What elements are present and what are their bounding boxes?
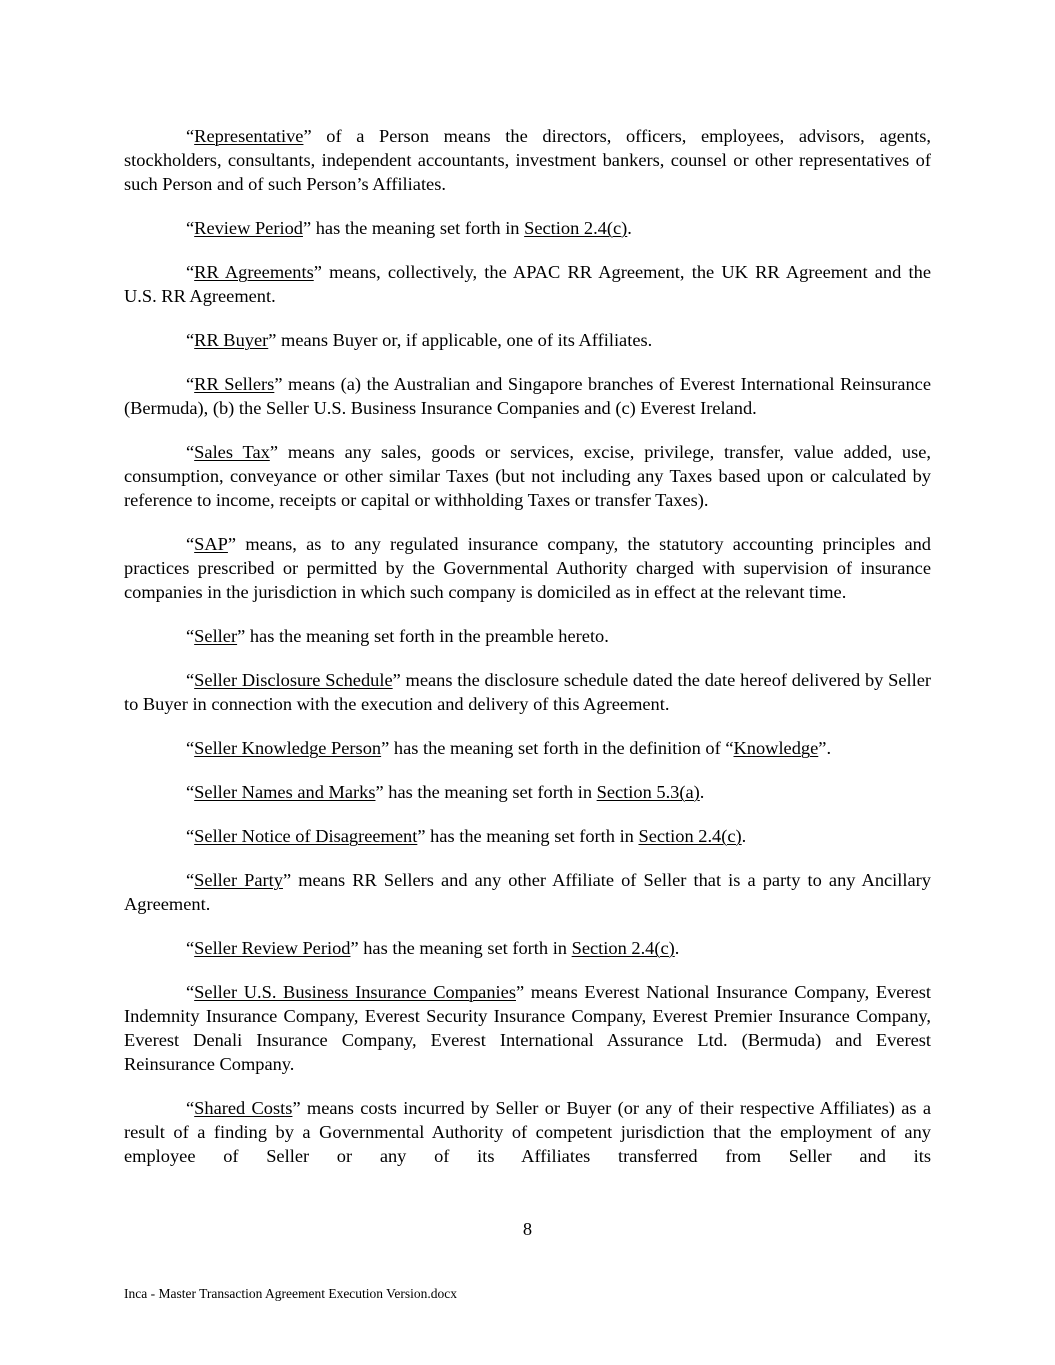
definition-paragraph bbox=[124, 124, 931, 196]
definition-paragraph bbox=[124, 936, 931, 960]
defined-term: Seller Disclosure Schedule bbox=[194, 670, 393, 690]
definition-end: . bbox=[699, 782, 705, 802]
definition-end: . bbox=[627, 218, 632, 238]
definitions-body bbox=[124, 124, 931, 1188]
definition-paragraph bbox=[124, 824, 931, 848]
definition-end: ”. bbox=[818, 738, 832, 758]
definition-text: ” means RR Sellers and any other Affiliate of Seller that is a party to any Ancillary Agreement. bbox=[124, 870, 931, 914]
defined-term: Seller bbox=[194, 626, 238, 646]
document-footer: Inca - Master Transaction Agreement Execution Version.docx bbox=[124, 1286, 458, 1301]
definition-paragraph bbox=[124, 532, 931, 604]
defined-term: Sales Tax bbox=[194, 442, 270, 462]
defined-term: RR Buyer bbox=[194, 330, 269, 350]
definition-paragraph bbox=[124, 668, 931, 716]
definition-text: ” means Everest National Insurance Company, Everest Indemnity Insurance Company, Everest Security Insurance Company, Everest Premier Insurance Company, Everest Denali Insurance Company, Everest International Assurance Ltd. (Bermuda) and Everest Reinsurance Company. bbox=[124, 982, 931, 1074]
section-reference: Section 2.4(c) bbox=[638, 826, 742, 846]
section-reference: Section 2.4(c) bbox=[524, 218, 628, 238]
open-quote: “ bbox=[186, 262, 195, 282]
defined-term: Seller Party bbox=[194, 870, 283, 890]
definition-end: . bbox=[741, 826, 747, 846]
definition-text: ” means Buyer or, if applicable, one of its Affiliates. bbox=[268, 330, 653, 350]
definition-paragraph bbox=[124, 780, 931, 804]
open-quote: “ bbox=[186, 870, 195, 890]
defined-term: Review Period bbox=[194, 218, 303, 238]
section-reference: Section 2.4(c) bbox=[571, 938, 675, 958]
definition-paragraph bbox=[124, 372, 931, 420]
definition-text: ” means, as to any regulated insurance company, the statutory accounting principles and practices prescribed or permitted by the Governmental Authority charged with supervision of insurance companies in the jurisdiction in which such company is domiciled as in effect at the relevant time. bbox=[124, 534, 931, 602]
defined-term: Seller Knowledge Person bbox=[194, 738, 382, 758]
page-number: 8 bbox=[522, 1219, 533, 1239]
open-quote: “ bbox=[186, 982, 195, 1002]
defined-term: RR Sellers bbox=[194, 374, 275, 394]
definition-paragraph bbox=[124, 216, 931, 240]
defined-term: Shared Costs bbox=[194, 1098, 293, 1118]
definition-paragraph bbox=[124, 868, 931, 916]
definition-text: ” of a Person means the directors, officers, employees, advisors, agents, stockholders, consultants, independent accountants, investment bankers, counsel or other representatives of such Person and of such Person’s Affiliates. bbox=[124, 126, 931, 194]
definition-text: ” means any sales, goods or services, excise, privilege, transfer, value added, use, consumption, conveyance or other similar Taxes (but not including any Taxes based upon or calculated by reference to income, receipts or capital or withholding Taxes or transfer Taxes). bbox=[124, 442, 931, 510]
definition-text: ” means, collectively, the APAC RR Agreement, the UK RR Agreement and the U.S. RR Agreement. bbox=[124, 262, 931, 306]
defined-term: Seller Review Period bbox=[194, 938, 351, 958]
open-quote: “ bbox=[186, 534, 195, 554]
definition-paragraph bbox=[124, 980, 931, 1076]
open-quote: “ bbox=[186, 938, 195, 958]
definition-text: ” means the disclosure schedule dated the date hereof delivered by Seller to Buyer in connection with the execution and delivery of this Agreement. bbox=[124, 670, 931, 714]
open-quote: “ bbox=[186, 126, 195, 146]
open-quote: “ bbox=[186, 626, 195, 646]
open-quote: “ bbox=[186, 218, 195, 238]
open-quote: “ bbox=[186, 330, 195, 350]
definition-paragraph bbox=[124, 328, 931, 352]
definition-reference: Knowledge bbox=[733, 738, 819, 758]
definition-text: ” has the meaning set forth in the preamble hereto. bbox=[237, 626, 609, 646]
definition-text: ” has the meaning set forth in bbox=[350, 938, 572, 958]
definition-paragraph bbox=[124, 1096, 931, 1168]
definition-paragraph bbox=[124, 260, 931, 308]
open-quote: “ bbox=[186, 670, 195, 690]
open-quote: “ bbox=[186, 442, 195, 462]
section-reference: Section 5.3(a) bbox=[596, 782, 700, 802]
open-quote: “ bbox=[186, 1098, 195, 1118]
definition-paragraph bbox=[124, 736, 931, 760]
defined-term: Seller U.S. Business Insurance Companies bbox=[194, 982, 516, 1002]
defined-term: SAP bbox=[194, 534, 228, 554]
definition-paragraph bbox=[124, 440, 931, 512]
defined-term: Seller Names and Marks bbox=[194, 782, 376, 802]
defined-term: Seller Notice of Disagreement bbox=[194, 826, 418, 846]
defined-term: Representative bbox=[194, 126, 304, 146]
definition-text: ” has the meaning set forth in bbox=[302, 218, 525, 238]
definition-text: ” has the meaning set forth in bbox=[417, 826, 639, 846]
definition-end: . bbox=[674, 938, 680, 958]
definition-text: ” has the meaning set forth in the definition of “ bbox=[381, 738, 734, 758]
definition-text: ” means costs incurred by Seller or Buyer (or any of their respective Affiliates) as a result of a finding by a Governmental Authority of competent jurisdiction that the employment of any employee of Seller or any of its Affiliates transferred from Seller and its bbox=[124, 1098, 931, 1166]
defined-term: RR Agreements bbox=[194, 262, 314, 282]
open-quote: “ bbox=[186, 374, 195, 394]
definition-paragraph bbox=[124, 624, 931, 648]
open-quote: “ bbox=[186, 826, 195, 846]
open-quote: “ bbox=[186, 738, 195, 758]
definition-text: ” means (a) the Australian and Singapore branches of Everest International Reinsurance (Bermuda), (b) the Seller U.S. Business Insurance Companies and (c) Everest Ireland. bbox=[124, 374, 931, 418]
open-quote: “ bbox=[186, 782, 195, 802]
definition-text: ” has the meaning set forth in bbox=[375, 782, 597, 802]
